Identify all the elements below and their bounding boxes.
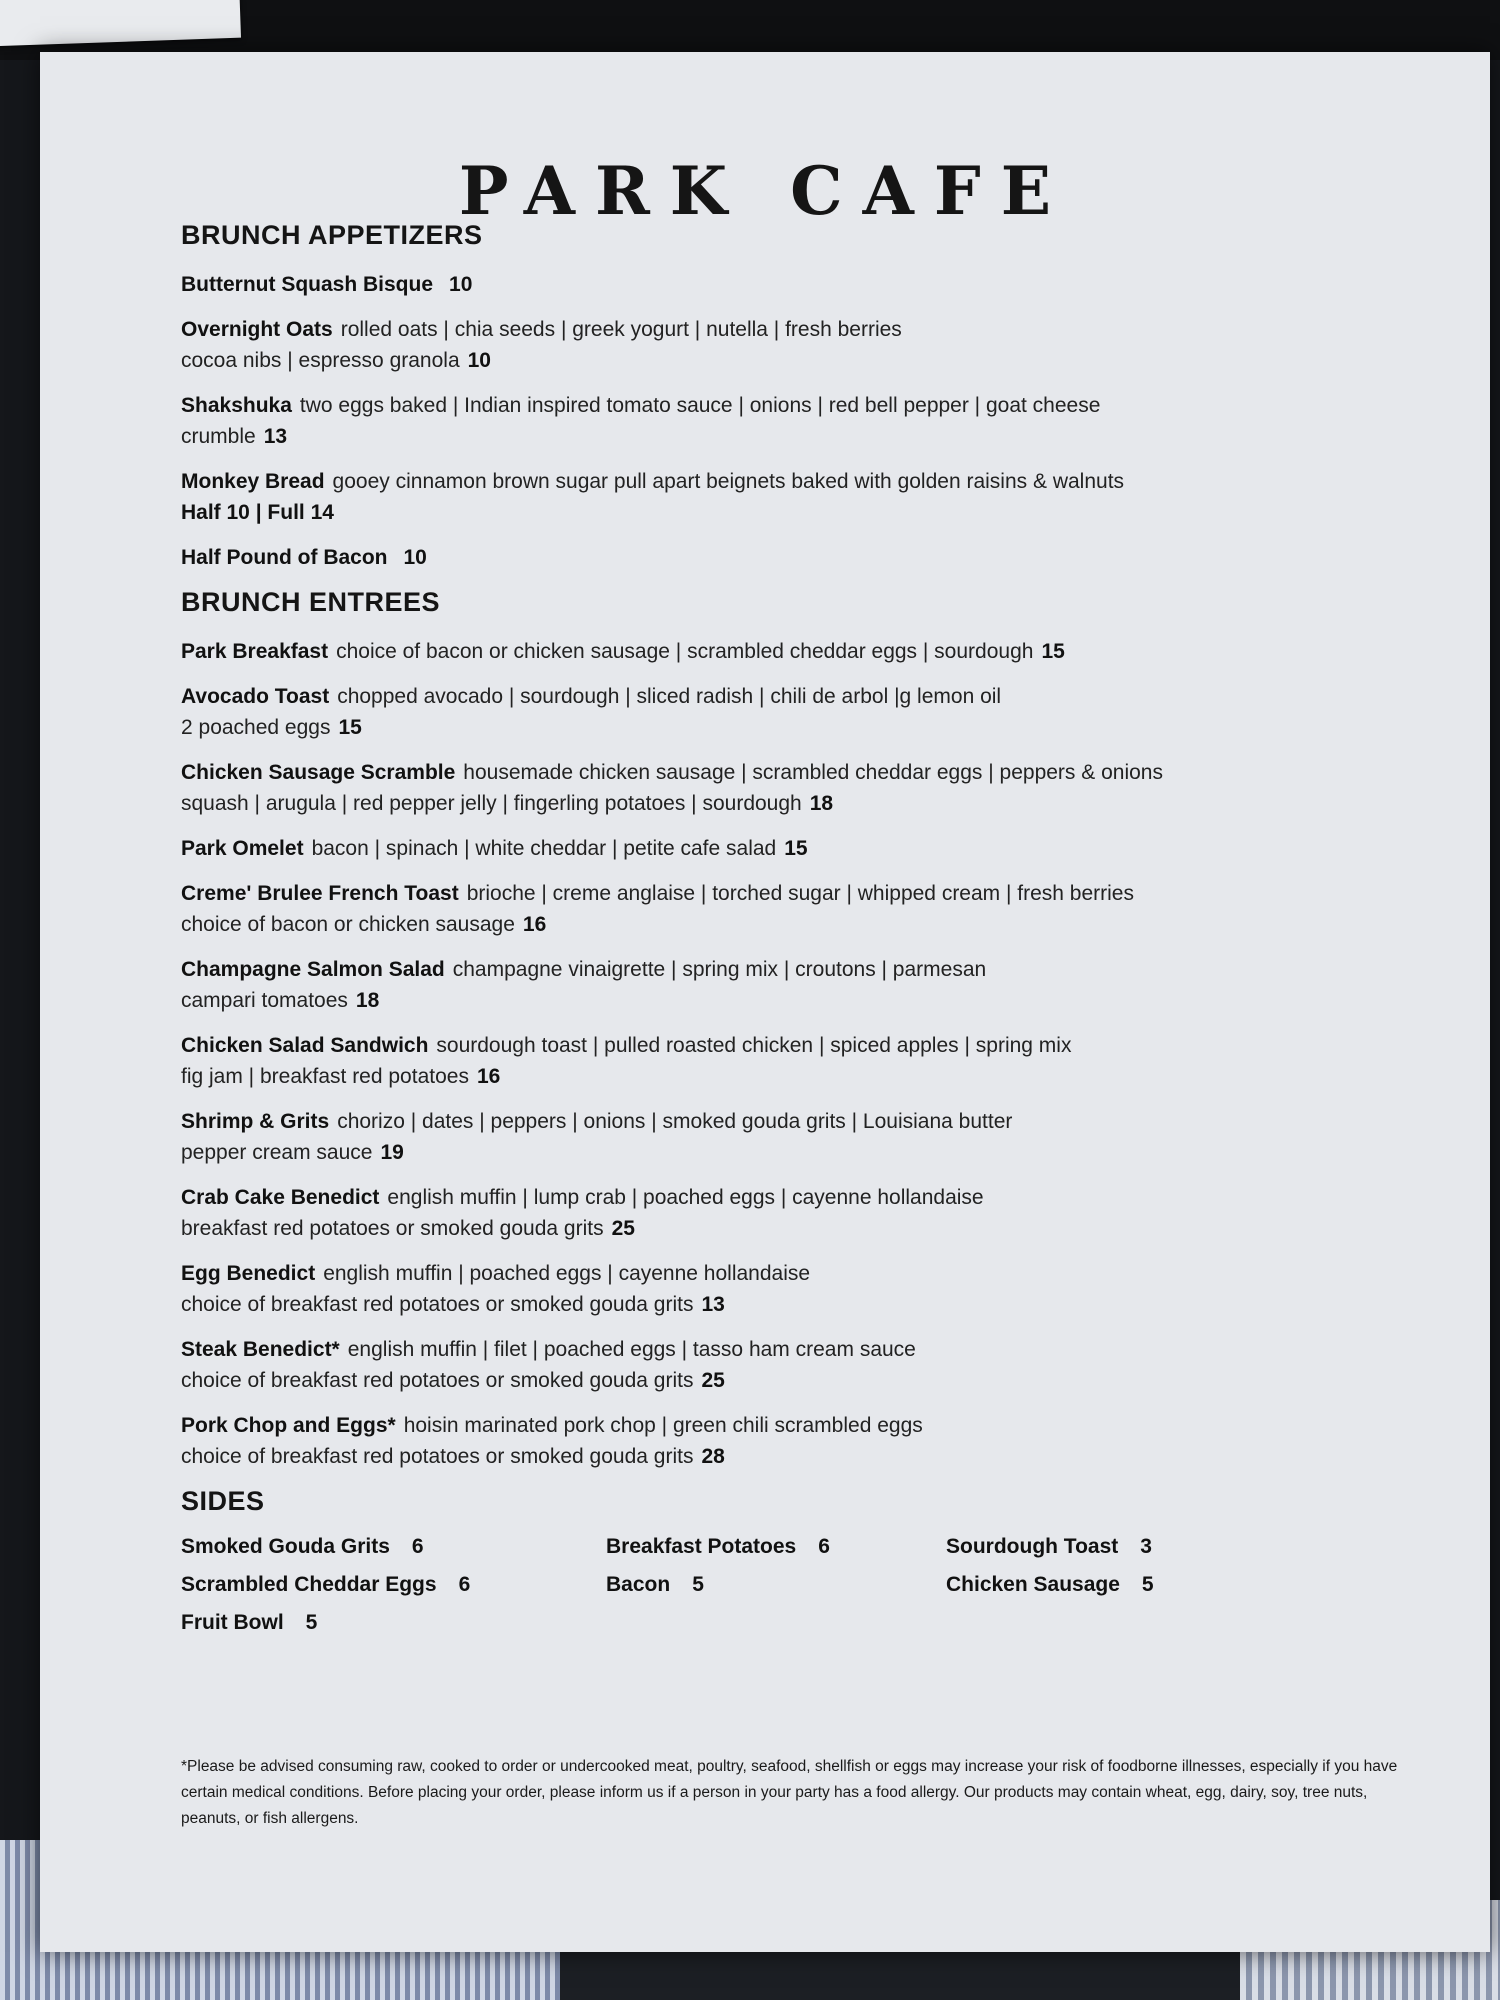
menu-item-description: rolled oats | chia seeds | greek yogurt | nutella | fresh berries — [340, 318, 902, 341]
menu-item-description: champagne vinaigrette | spring mix | croutons | parmesan — [452, 958, 987, 981]
side-item-name: Chicken Sausage — [946, 1573, 1120, 1596]
menu-item-line — [181, 681, 1381, 712]
menu-item — [181, 954, 1381, 1016]
menu-item — [181, 757, 1381, 819]
side-item — [181, 1535, 606, 1559]
side-item-price: 5 — [305, 1611, 318, 1634]
side-item-price: 6 — [818, 1535, 830, 1558]
cafe-title: PARK CAFE — [458, 152, 1072, 230]
menu-item-description: cocoa nibs | espresso granola — [181, 349, 460, 372]
menu-item — [181, 1182, 1381, 1244]
menu-item-line — [181, 636, 1381, 667]
appetizers-section — [181, 220, 1381, 573]
menu-item-description: chopped avocado | sourdough | sliced radish | chili de arbol |g lemon oil — [337, 685, 1002, 708]
menu-item-line — [181, 1213, 1381, 1244]
menu-item-line — [181, 421, 1381, 452]
menu-item-description: housemade chicken sausage | scrambled cheddar eggs | peppers & onions — [463, 761, 1163, 784]
menu-item — [181, 1258, 1381, 1320]
menu-item-line — [181, 757, 1381, 788]
menu-item-name: Champagne Salmon Salad — [181, 958, 445, 981]
menu-item-description: choice of bacon or chicken sausage | scrambled cheddar eggs | sourdough — [336, 640, 1034, 663]
allergen-disclaimer: *Please be advised consuming raw, cooked to order or undercooked meat, poultry, seafood, shellfish or eggs may increase your risk of foodborne illnesses, especially if you have certain medical conditions. Before placing your order, please inform us if a person in your party has a food allergy. Our products may contain wheat, egg, dairy, soy, tree nuts, peanuts, or fish allergens. — [181, 1758, 1398, 1827]
menu-item-line — [181, 1365, 1381, 1396]
entrees-section — [181, 587, 1381, 1472]
menu-item-line — [181, 1182, 1381, 1213]
side-item-price: 5 — [1141, 1573, 1154, 1596]
menu-item-line — [181, 1030, 1381, 1061]
menu-item-line — [181, 909, 1381, 940]
menu-item-description: 2 poached eggs — [181, 716, 331, 739]
menu-item — [181, 833, 1381, 864]
section-heading: BRUNCH APPETIZERS — [181, 220, 483, 250]
side-item — [946, 1535, 1246, 1559]
menu-item-description: chorizo | dates | peppers | onions | smoked gouda grits | Louisiana butter — [337, 1110, 1013, 1133]
menu-item-line — [181, 390, 1381, 421]
menu-item — [181, 1106, 1381, 1168]
menu-item-line — [181, 1106, 1381, 1137]
menu-item-line — [181, 1061, 1381, 1092]
entrees-list — [181, 636, 1381, 1472]
menu-item-price: 25 — [701, 1369, 725, 1392]
menu-item-line — [181, 833, 1381, 864]
menu-item — [181, 1334, 1381, 1396]
menu-item-line — [181, 269, 1381, 300]
menu-item-description: english muffin | lump crab | poached eggs | cayenne hollandaise — [387, 1186, 984, 1209]
menu-item-price: 10 — [403, 546, 427, 569]
menu-content — [181, 220, 1381, 1645]
section-heading: SIDES — [181, 1486, 265, 1516]
side-item-price: 5 — [692, 1573, 704, 1596]
menu-item-line — [181, 788, 1381, 819]
side-item-name: Sourdough Toast — [946, 1535, 1119, 1558]
menu-item-description: bacon | spinach | white cheddar | petite cafe salad — [311, 837, 777, 860]
menu-item-name: Crab Cake Benedict — [181, 1186, 380, 1209]
menu-item-name: Chicken Sausage Scramble — [181, 761, 456, 784]
side-item — [181, 1611, 606, 1635]
sides-section — [181, 1486, 1381, 1635]
sides-grid — [181, 1535, 1381, 1635]
section-heading: BRUNCH ENTREES — [181, 587, 441, 617]
menu-item — [181, 636, 1381, 667]
menu-item — [181, 542, 1381, 573]
side-item — [946, 1573, 1246, 1597]
menu-item-price: 15 — [338, 716, 362, 739]
menu-item-line — [181, 1258, 1381, 1289]
menu-item-price: 16 — [522, 913, 547, 936]
menu-item-price: 28 — [701, 1445, 725, 1468]
menu-item-description: choice of breakfast red potatoes or smoked gouda grits — [181, 1369, 694, 1392]
menu-item-description: fig jam | breakfast red potatoes — [181, 1065, 469, 1088]
menu-item-description: hoisin marinated pork chop | green chili scrambled eggs — [403, 1414, 923, 1437]
menu-item — [181, 466, 1381, 528]
menu-item-description: brioche | creme anglaise | torched sugar | whipped cream | fresh berries — [466, 882, 1134, 905]
menu-item-name: Shrimp & Grits — [181, 1110, 330, 1133]
menu-item-description: choice of breakfast red potatoes or smoked gouda grits — [181, 1293, 694, 1316]
menu-item-price: Half 10 | Full 14 — [181, 501, 334, 524]
menu-item-line — [181, 542, 1381, 573]
menu-sheet — [40, 52, 1490, 1952]
menu-item-name: Egg Benedict — [181, 1262, 316, 1285]
menu-item-description: choice of bacon or chicken sausage — [181, 913, 515, 936]
side-item — [606, 1573, 946, 1597]
menu-item-description: two eggs baked | Indian inspired tomato sauce | onions | red bell pepper | goat cheese — [299, 394, 1101, 417]
side-item-price: 3 — [1140, 1535, 1152, 1558]
appetizers-list — [181, 269, 1381, 573]
side-item-name: Breakfast Potatoes — [606, 1535, 797, 1558]
menu-item-name: Shakshuka — [181, 394, 292, 417]
menu-item-line — [181, 954, 1381, 985]
menu-item-line — [181, 466, 1381, 497]
menu-item-price: 18 — [355, 989, 380, 1012]
menu-item-price: 13 — [701, 1293, 725, 1316]
menu-item — [181, 878, 1381, 940]
menu-item — [181, 390, 1381, 452]
menu-item-description: pepper cream sauce — [181, 1141, 373, 1164]
menu-item-line — [181, 314, 1381, 345]
menu-item-description: choice of breakfast red potatoes or smoked gouda grits — [181, 1445, 694, 1468]
menu-item — [181, 1030, 1381, 1092]
menu-item-description: sourdough toast | pulled roasted chicken | spiced apples | spring mix — [436, 1034, 1072, 1057]
menu-item-line — [181, 985, 1381, 1016]
menu-item-description: breakfast red potatoes or smoked gouda grits — [181, 1217, 604, 1240]
menu-item-line — [181, 712, 1381, 743]
side-item-name: Bacon — [606, 1573, 671, 1596]
menu-item — [181, 269, 1381, 300]
menu-item-price: 19 — [380, 1141, 404, 1164]
menu-item-line — [181, 878, 1381, 909]
menu-item-description: gooey cinnamon brown sugar pull apart beignets baked with golden raisins & walnuts — [332, 470, 1125, 493]
menu-item-price: 10 — [449, 273, 473, 296]
menu-item-line — [181, 345, 1381, 376]
menu-item-name: Park Omelet — [181, 837, 304, 860]
menu-item-price: 10 — [467, 349, 491, 372]
menu-item-name: Creme' Brulee French Toast — [181, 882, 459, 905]
menu-item-description: english muffin | poached eggs | cayenne hollandaise — [323, 1262, 811, 1285]
side-item-price: 6 — [458, 1573, 471, 1596]
menu-item-name: Butternut Squash Bisque — [181, 273, 434, 296]
side-item-price: 6 — [411, 1535, 424, 1558]
menu-item — [181, 1410, 1381, 1472]
menu-item-price: 18 — [809, 792, 834, 815]
menu-item-name: Avocado Toast — [181, 685, 330, 708]
menu-item-price: 16 — [476, 1065, 501, 1088]
menu-item-line — [181, 1441, 1381, 1472]
menu-item-name: Overnight Oats — [181, 318, 333, 341]
side-item-name: Fruit Bowl — [181, 1611, 284, 1634]
menu-item-price: 13 — [263, 425, 288, 448]
side-item — [606, 1535, 946, 1559]
menu-item-name: Monkey Bread — [181, 470, 325, 493]
menu-item-name: Pork Chop and Eggs* — [181, 1414, 396, 1437]
menu-item-name: Park Breakfast — [181, 640, 329, 663]
menu-item-description: campari tomatoes — [181, 989, 348, 1012]
menu-item-line — [181, 1334, 1381, 1365]
menu-item-name: Chicken Salad Sandwich — [181, 1034, 429, 1057]
side-item — [181, 1573, 606, 1597]
menu-item-price: 15 — [784, 837, 808, 860]
side-item-name: Smoked Gouda Grits — [181, 1535, 390, 1558]
menu-item-line — [181, 1410, 1381, 1441]
side-item-name: Scrambled Cheddar Eggs — [181, 1573, 437, 1596]
menu-item-description: squash | arugula | red pepper jelly | fingerling potatoes | sourdough — [181, 792, 802, 815]
menu-item-line — [181, 1137, 1381, 1168]
menu-item-name: Half Pound of Bacon — [181, 546, 388, 569]
menu-item-description: crumble — [181, 425, 256, 448]
menu-item-name: Steak Benedict* — [181, 1338, 340, 1361]
menu-item — [181, 681, 1381, 743]
menu-item-line — [181, 1289, 1381, 1320]
menu-item-description: english muffin | filet | poached eggs | tasso ham cream sauce — [347, 1338, 916, 1361]
menu-item-price: 25 — [611, 1217, 635, 1240]
menu-item-price: 15 — [1041, 640, 1065, 663]
menu-item — [181, 314, 1381, 376]
